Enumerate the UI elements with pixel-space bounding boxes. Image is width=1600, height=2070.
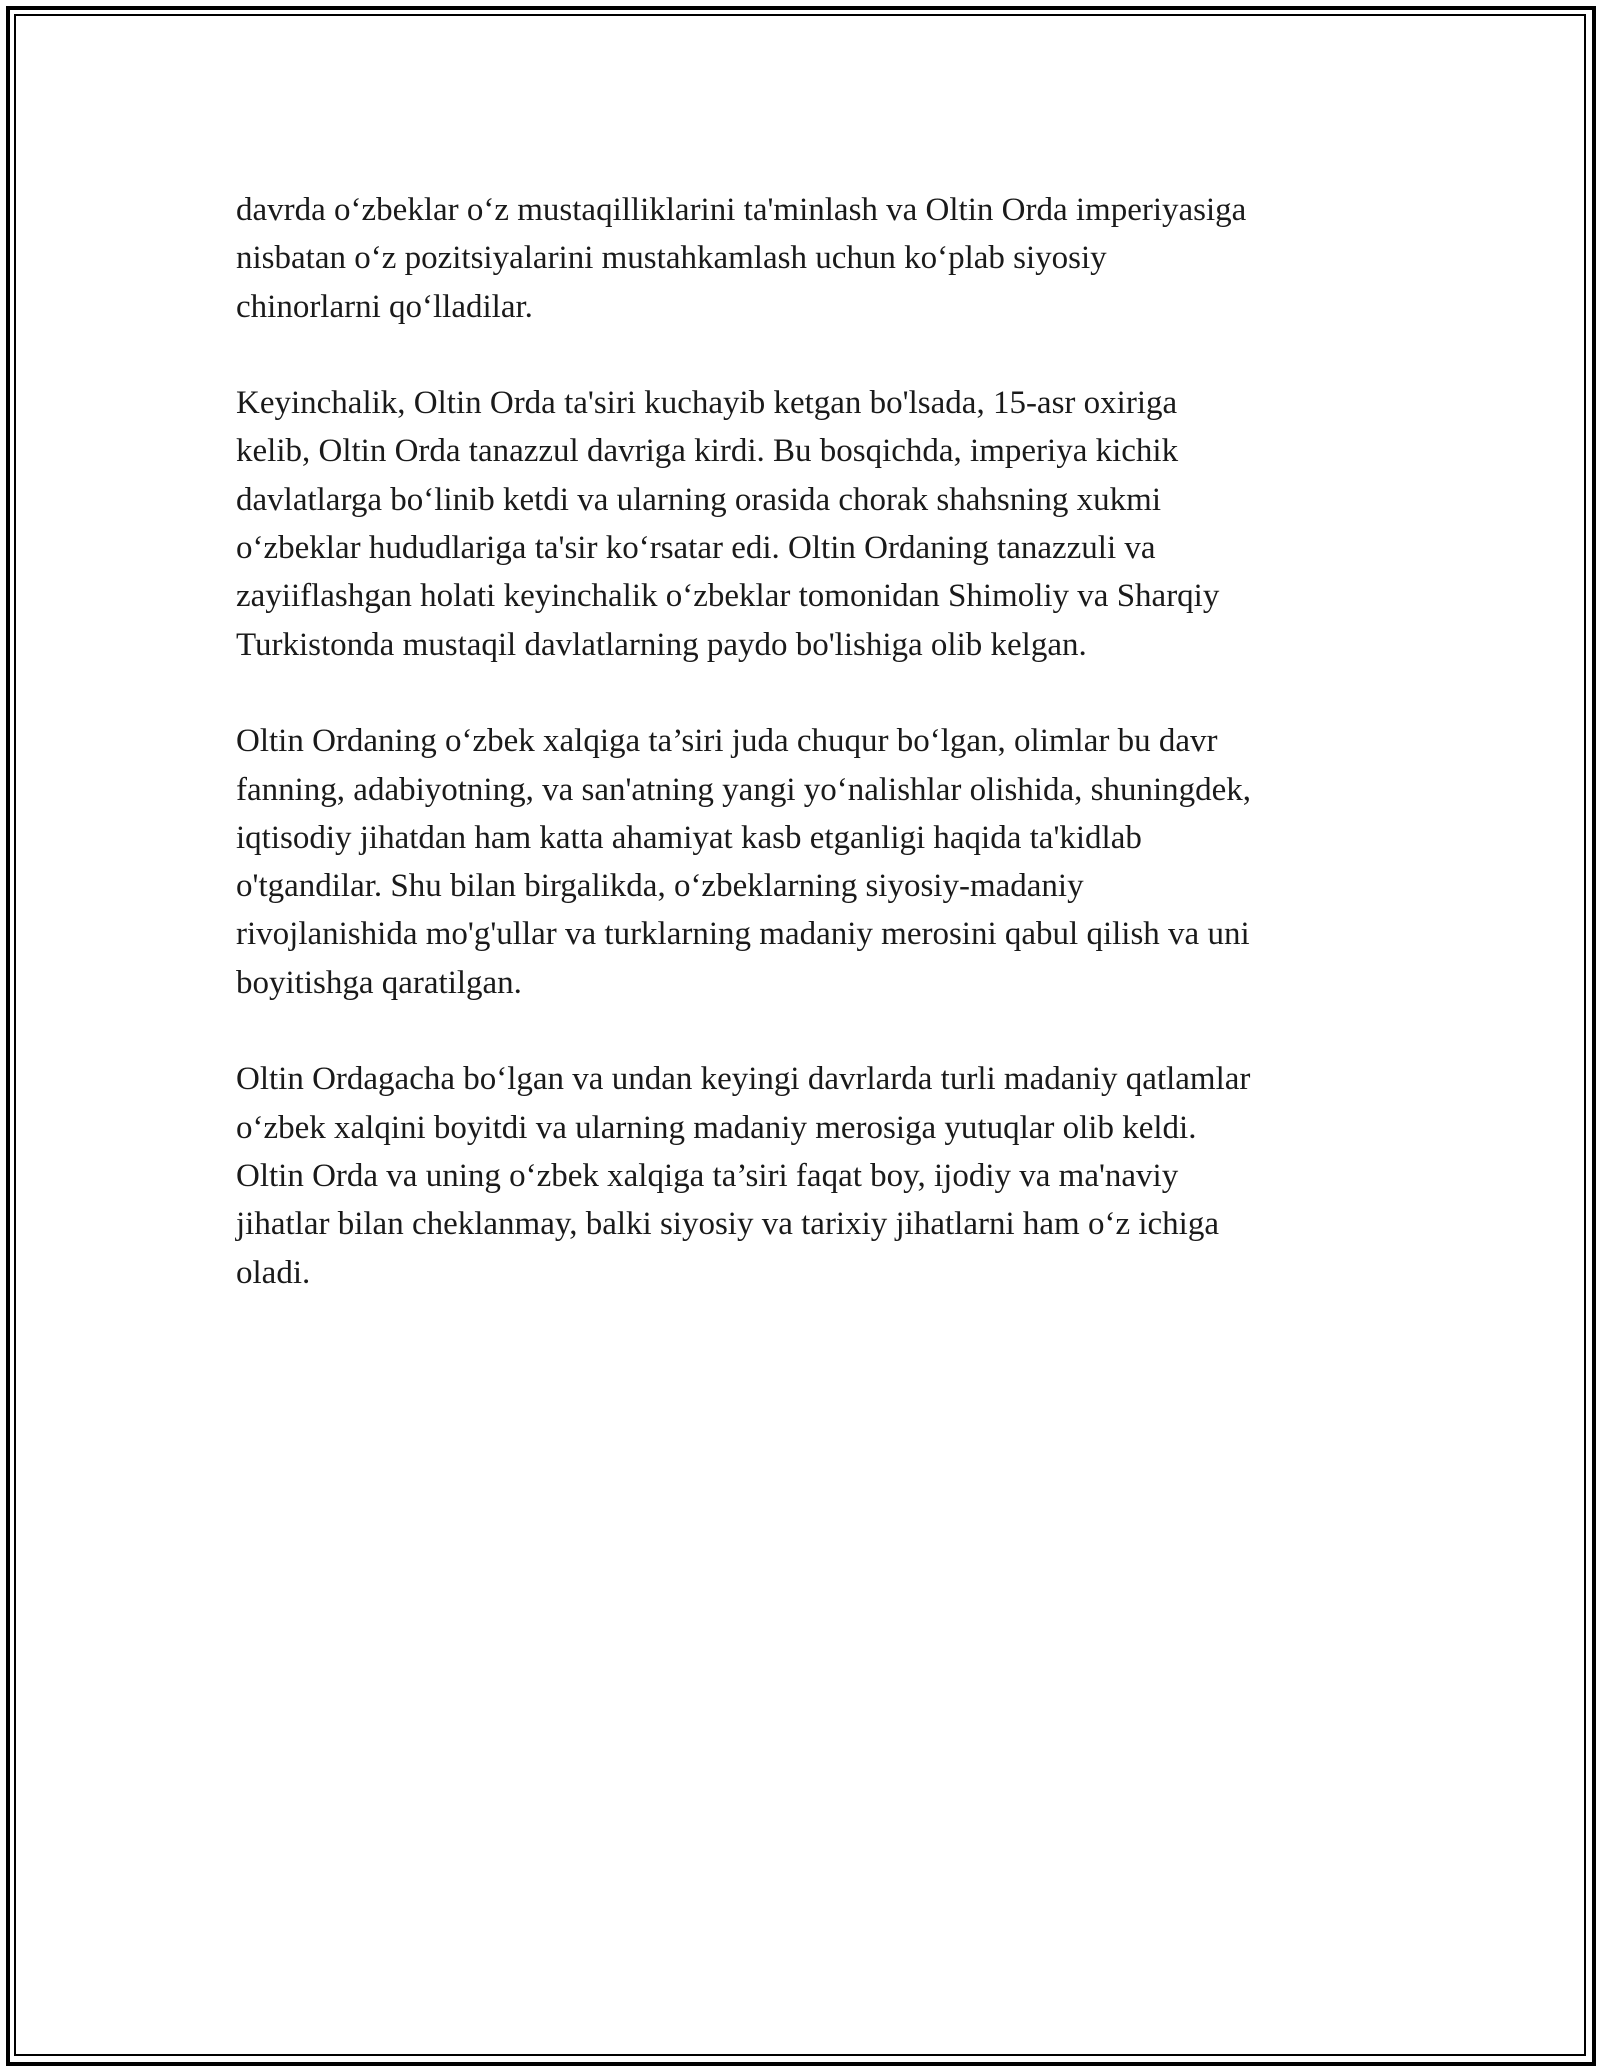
text-line: jihatlar bilan cheklanmay, balki siyosiy va tarixiy jihatlarni ham o‘z ichiga bbox=[236, 1206, 1219, 1243]
text-line: o‘zbeklar hududlariga ta'sir ko‘rsatar edi. Oltin Ordaning tanazzuli va bbox=[236, 530, 1156, 567]
text-line: chinorlarni qo‘lladilar. bbox=[236, 288, 533, 325]
paragraph-4 bbox=[236, 1055, 1386, 1296]
text-line: iqtisodiy jihatdan ham katta ahamiyat kasb etganligi haqida ta'kidlab bbox=[236, 819, 1142, 856]
paragraph-2 bbox=[236, 379, 1386, 669]
text-line: o'tgandilar. Shu bilan birgalikda, o‘zbeklarning siyosiy-madaniy bbox=[236, 868, 1084, 905]
text-line: davrda o‘zbeklar o‘z mustaqilliklarini ta'minlash va Oltin Orda imperiyasiga bbox=[236, 192, 1247, 228]
text-line: Oltin Orda va uning o‘zbek xalqiga ta’siri faqat boy, ijodiy va ma'naviy bbox=[236, 1157, 1179, 1194]
text-line: Oltin Ordagacha bo‘lgan va undan keyingi davrlarda turli madaniy qatlamlar bbox=[236, 1061, 1251, 1098]
text-line: nisbatan o‘z pozitsiyalarini mustahkamlash uchun ko‘plab siyosiy bbox=[236, 240, 1107, 277]
paragraph-3 bbox=[236, 717, 1386, 1007]
paragraph-1 bbox=[236, 186, 1386, 331]
text-line: o‘zbek xalqini boyitdi va ularning madaniy merosiga yutuqlar olib keldi. bbox=[236, 1109, 1197, 1146]
text-line: Oltin Ordaning o‘zbek xalqiga ta’siri juda chuqur bo‘lgan, olimlar bu davr bbox=[236, 723, 1218, 760]
text-line: zayiiflashgan holati keyinchalik o‘zbeklar tomonidan Shimoliy va Sharqiy bbox=[236, 578, 1220, 615]
text-line: kelib, Oltin Orda tanazzul davriga kirdi. Bu bosqichda, imperiya kichik bbox=[236, 433, 1179, 470]
text-line: fanning, adabiyotning, va san'atning yangi yo‘nalishlar olishida, shuningdek, bbox=[236, 771, 1252, 808]
text-line: rivojlanishida mo'g'ullar va turklarning madaniy merosini qabul qilish va uni bbox=[236, 916, 1250, 953]
document-body bbox=[236, 186, 1386, 1345]
text-line: Keyinchalik, Oltin Orda ta'siri kuchayib ketgan bo'lsada, 15-asr oxiriga bbox=[236, 385, 1178, 422]
text-line: oladi. bbox=[236, 1254, 311, 1291]
text-line: davlatlarga bo‘linib ketdi va ularning orasida chorak shahsning xukmi bbox=[236, 481, 1161, 518]
text-line: boyitishga qaratilgan. bbox=[236, 964, 522, 1001]
text-line: Turkistonda mustaqil davlatlarning paydo bo'lishiga olib kelgan. bbox=[236, 626, 1087, 663]
